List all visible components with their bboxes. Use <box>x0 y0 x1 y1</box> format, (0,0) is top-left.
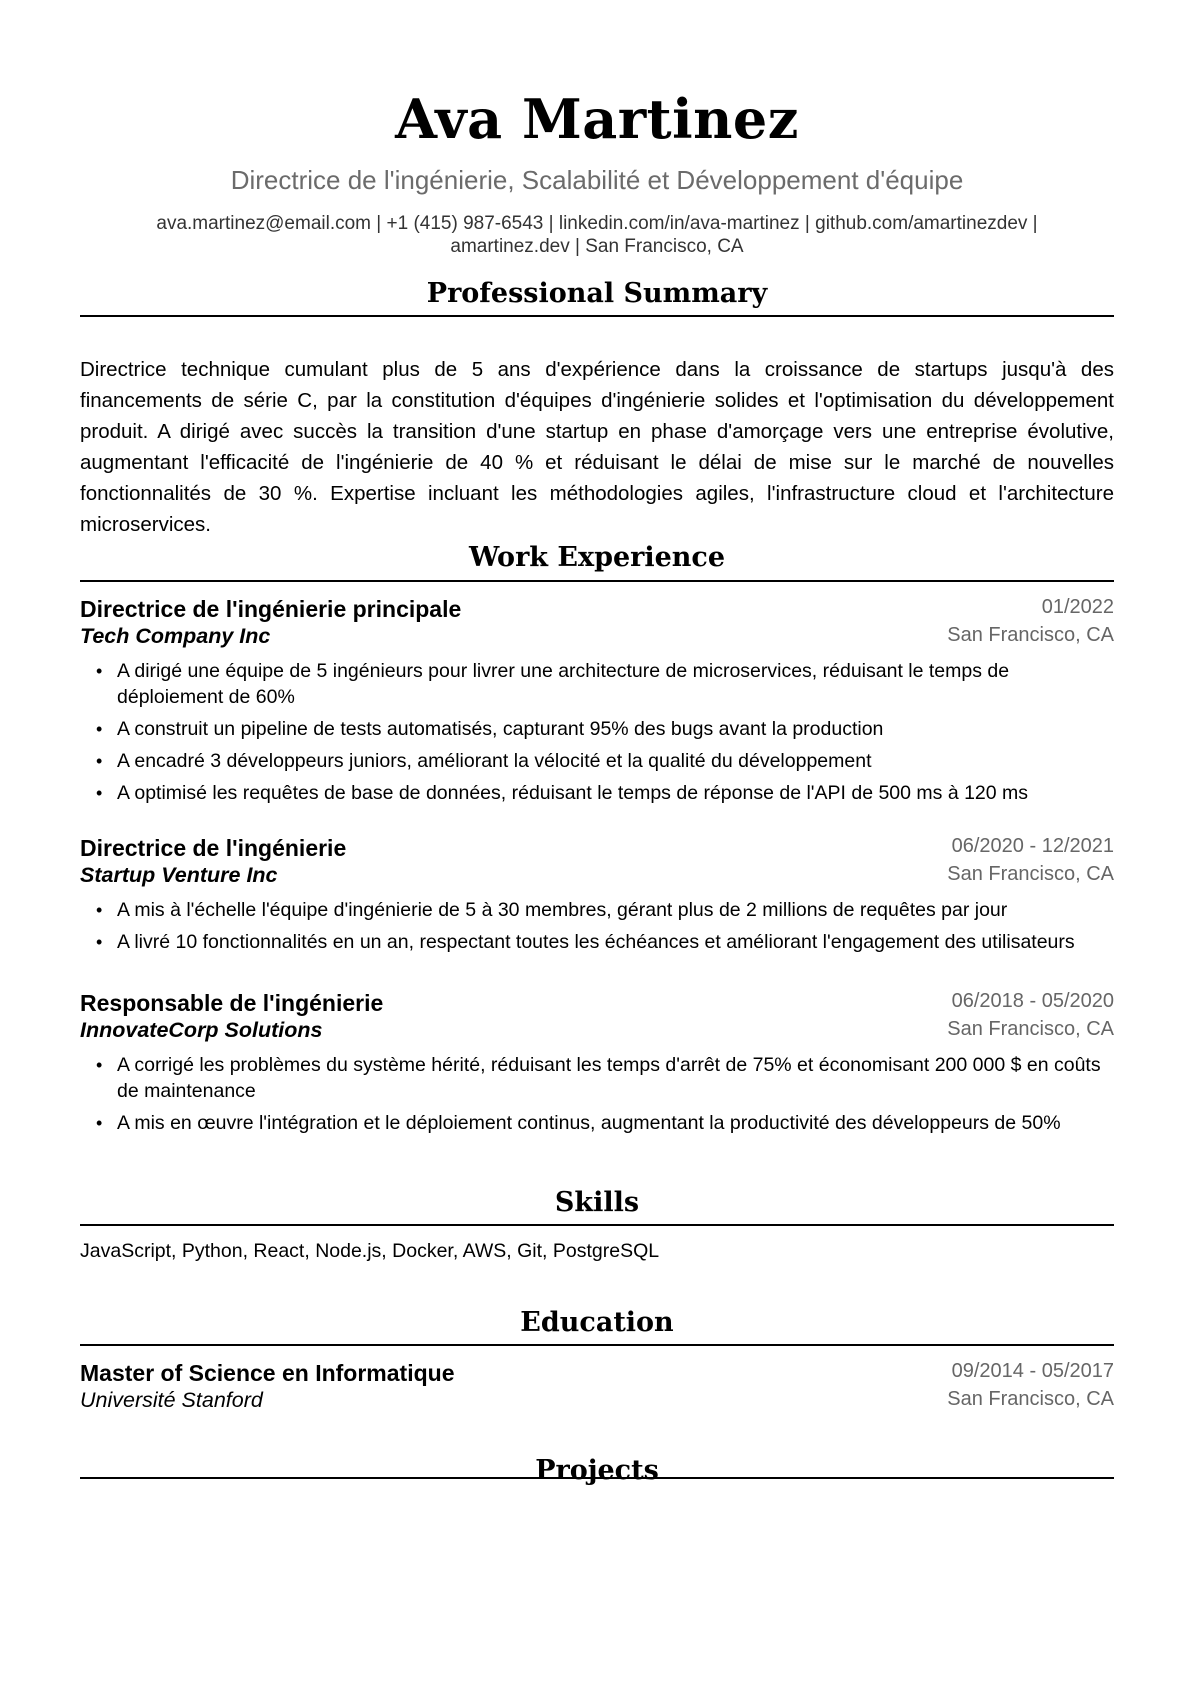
list-item: • A mis à l'échelle l'équipe d'ingénierie de 5 à 30 membres, gérant plus de 2 millions de requêtes par jour <box>80 897 1114 923</box>
school-name: Université Stanford <box>80 1388 263 1412</box>
job-dates: 01/2022 <box>1041 596 1114 618</box>
section-divider <box>80 315 1114 317</box>
list-item: • A construit un pipeline de tests automatisés, capturant 95% des bugs avant la production <box>80 716 1114 742</box>
list-item: • A dirigé une équipe de 5 ingénieurs pour livrer une architecture de microservices, réduisant le temps de déploiement de 60% <box>80 658 1114 710</box>
list-item: • A optimisé les requêtes de base de données, réduisant le temps de réponse de l'API de 500 ms à 120 ms <box>80 780 1114 806</box>
contact-info <box>80 212 1114 258</box>
job-location: San Francisco, CA <box>947 863 1114 885</box>
job-bullets <box>80 1052 1114 1142</box>
company-name: Startup Venture Inc <box>80 863 278 887</box>
section-title-experience: Work Experience <box>468 542 726 573</box>
list-item: • A livré 10 fonctionnalités en un an, respectant toutes les échéances et améliorant l'engagement des utilisateurs <box>80 929 1114 955</box>
degree-title: Master of Science en Informatique <box>80 1360 455 1386</box>
section-divider <box>80 1224 1114 1226</box>
candidate-title: Directrice de l'ingénierie, Scalabilité et Développement d'équipe <box>230 165 964 195</box>
skills-list: JavaScript, Python, React, Node.js, Docker, AWS, Git, PostgreSQL <box>80 1240 660 1262</box>
list-item: • A mis en œuvre l'intégration et le déploiement continus, augmentant la productivité des développeurs de 50% <box>80 1110 1114 1136</box>
job-title: Responsable de l'ingénierie <box>80 990 384 1016</box>
contact-line-2: amartinez.dev | San Francisco, CA <box>450 236 744 257</box>
job-bullets <box>80 658 1114 812</box>
section-title-projects: Projects <box>535 1455 659 1486</box>
job-bullets <box>80 897 1114 961</box>
education-location: San Francisco, CA <box>947 1388 1114 1410</box>
summary-text: Directrice technique cumulant plus de 5 ans d'expérience dans la croissance de startups jusqu'à des financements de série C, par la constitution d'équipes d'ingénierie solides et l'optimisation du développement produit. A dirigé avec succès la transition d'une startup en phase d'amorçage vers une entreprise évolutive, augmentant l'efficacité de l'ingénierie de 40 % et réduisant le délai de mise sur le marché de nouvelles fonctionnalités de 30 %. Expertise incluant les méthodologies agiles, l'infrastructure cloud et l'architecture microservices. <box>80 358 1114 536</box>
list-item: • A encadré 3 développeurs juniors, améliorant la vélocité et la qualité du développement <box>80 748 1114 774</box>
job-location: San Francisco, CA <box>947 1018 1114 1040</box>
job-title: Directrice de l'ingénierie <box>80 835 347 861</box>
job-location: San Francisco, CA <box>947 624 1114 646</box>
company-name: Tech Company Inc <box>80 624 271 648</box>
job-dates: 06/2020 - 12/2021 <box>951 835 1114 857</box>
job-title: Directrice de l'ingénierie principale <box>80 596 462 622</box>
contact-line-1: ava.martinez@email.com | +1 (415) 987-6543 | linkedin.com/in/ava-martinez | github.com/amartinezdev | <box>156 213 1038 234</box>
section-divider <box>80 580 1114 582</box>
education-dates: 09/2014 - 05/2017 <box>951 1360 1114 1382</box>
candidate-name: Ava Martinez <box>395 87 799 151</box>
section-title-summary: Professional Summary <box>426 278 768 309</box>
list-item: • A corrigé les problèmes du système hérité, réduisant les temps d'arrêt de 75% et économisant 200 000 $ en coûts de maintenance <box>80 1052 1114 1104</box>
section-title-education: Education <box>520 1307 674 1338</box>
section-divider <box>80 1477 1114 1479</box>
company-name: InnovateCorp Solutions <box>80 1018 323 1042</box>
job-dates: 06/2018 - 05/2020 <box>951 990 1114 1012</box>
section-divider <box>80 1344 1114 1346</box>
section-title-skills: Skills <box>554 1187 640 1218</box>
